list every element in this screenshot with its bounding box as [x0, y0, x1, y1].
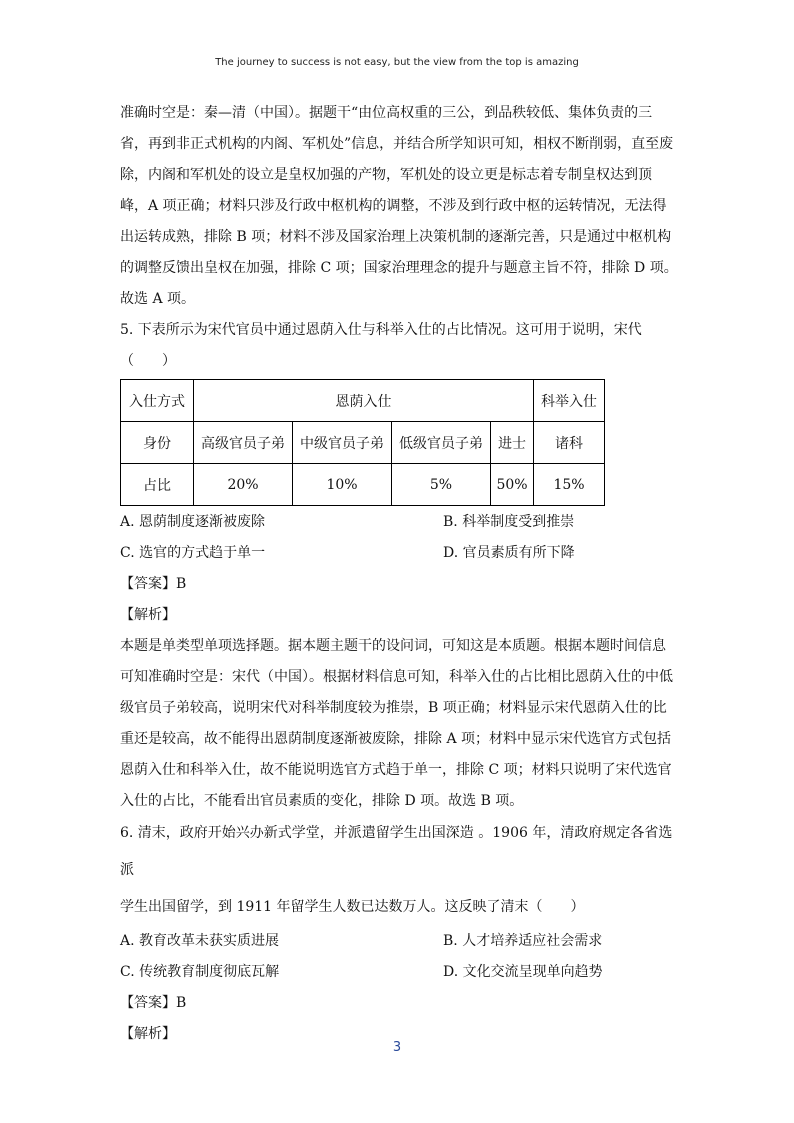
table-cell: 入仕方式: [121, 380, 194, 422]
table-row: [121, 422, 605, 464]
table-cell: 高级官员子弟: [194, 422, 293, 464]
document-body: [120, 98, 680, 1050]
option-row: [120, 926, 680, 957]
option-a: A. 恩荫制度逐渐被废除: [120, 514, 266, 530]
table-cell: 恩荫入仕: [194, 380, 534, 422]
table-cell: 身份: [121, 422, 194, 464]
page-number: 3: [392, 1040, 402, 1055]
option-row: [120, 538, 680, 569]
option-b: B. 科举制度受到推崇: [443, 514, 575, 530]
option-c: C. 选官的方式趋于单一: [120, 545, 266, 561]
option-b: B. 人才培养适应社会需求: [443, 933, 603, 949]
table-row: [121, 380, 605, 422]
previous-analysis: [120, 98, 680, 315]
table-cell: 科举入仕: [534, 380, 605, 422]
analysis-line: 峰，A 项正确；材料只涉及行政中枢机构的调整，不涉及到行政中枢的运转情况，无法得: [120, 198, 667, 214]
table-cell: 低级官员子弟: [392, 422, 491, 464]
option-a: A. 教育改革未获实质进展: [120, 933, 280, 949]
table-cell: 50%: [491, 464, 534, 506]
question-5-paren: （ ）: [120, 353, 176, 369]
table-cell: 10%: [293, 464, 392, 506]
analysis-line: 准确时空是：秦—清（中国）。据题干“由位高权重的三公，到品秩较低、集体负责的三: [120, 105, 653, 121]
option-row: [120, 957, 680, 988]
table-row: [121, 464, 605, 506]
question-5-answer: 【答案】B: [120, 576, 187, 592]
analysis-line: 入仕的占比，不能看出官员素质的变化，排除 D 项。故选 B 项。: [120, 793, 524, 809]
option-row: [120, 507, 680, 538]
question-5-options: [120, 507, 680, 569]
question-5-table: [120, 379, 605, 506]
table-cell: 5%: [392, 464, 491, 506]
question-6-options: [120, 926, 680, 988]
analysis-line: 可知准确时空是：宋代（中国）。根据材料信息可知，科举入仕的占比相比恩荫入仕的中低: [120, 669, 673, 685]
option-d: D. 官员素质有所下降: [443, 545, 575, 561]
table-cell: 诸科: [534, 422, 605, 464]
analysis-line: 故选 A 项。: [120, 291, 196, 307]
analysis-line: 出运转成熟，排除 B 项；材料不涉及国家治理上决策机制的逐渐完善，只是通过中枢机构: [120, 229, 672, 245]
question-5-stem: 5. 下表所示为宋代官员中通过恩荫入仕与科举入仕的占比情况。这可用于说明，宋代: [120, 322, 642, 338]
analysis-line: 级官员子弟较高，说明宋代对科举制度较为推崇，B 项正确；材料显示宋代恩荫入仕的比: [120, 700, 667, 716]
option-c: C. 传统教育制度彻底瓦解: [120, 964, 280, 980]
question-5-analysis-label: 【解析】: [120, 607, 176, 623]
page-header-motto: The journey to success is not easy, but the view from the top is amazing: [215, 57, 579, 68]
option-d: D. 文化交流呈现单向趋势: [443, 964, 603, 980]
table-cell: 20%: [194, 464, 293, 506]
analysis-line: 除，内阁和军机处的设立是皇权加强的产物，军机处的设立更是标志着专制皇权达到顶: [120, 167, 652, 183]
table-cell: 15%: [534, 464, 605, 506]
table-cell: 占比: [121, 464, 194, 506]
question-6-stem-line: 6. 清末，政府开始兴办新式学堂，并派遣留学生出国深造 。1906 年，清政府规定各省选派: [120, 825, 673, 878]
analysis-line: 恩荫入仕和科举入仕，故不能说明选官方式趋于单一，排除 C 项；材料只说明了宋代选官: [120, 762, 672, 778]
analysis-line: 本题是单类型单项选择题。据本题主题干的设问词，可知这是本质题。根据本题时间信息: [120, 638, 666, 654]
question-5-analysis: [120, 631, 680, 817]
analysis-line: 的调整反馈出皇权在加强，排除 C 项；国家治理理念的提升与题意主旨不符，排除 D 项。: [120, 260, 678, 276]
analysis-line: 重还是较高，故不能得出恩荫制度逐渐被废除，排除 A 项；材料中显示宋代选官方式包括: [120, 731, 672, 747]
table-cell: 进士: [491, 422, 534, 464]
question-6-analysis-label: 【解析】: [120, 1026, 176, 1042]
question-6-answer: 【答案】B: [120, 995, 187, 1011]
analysis-line: 省，再到非正式机构的内阁、军机处”信息，并结合所学知识可知，相权不断削弱，直至废: [120, 136, 674, 152]
table-cell: 中级官员子弟: [293, 422, 392, 464]
question-6-stem-line: 学生出国留学，到 1911 年留学生人数已达数万人。这反映了清末（ ）: [120, 899, 585, 915]
